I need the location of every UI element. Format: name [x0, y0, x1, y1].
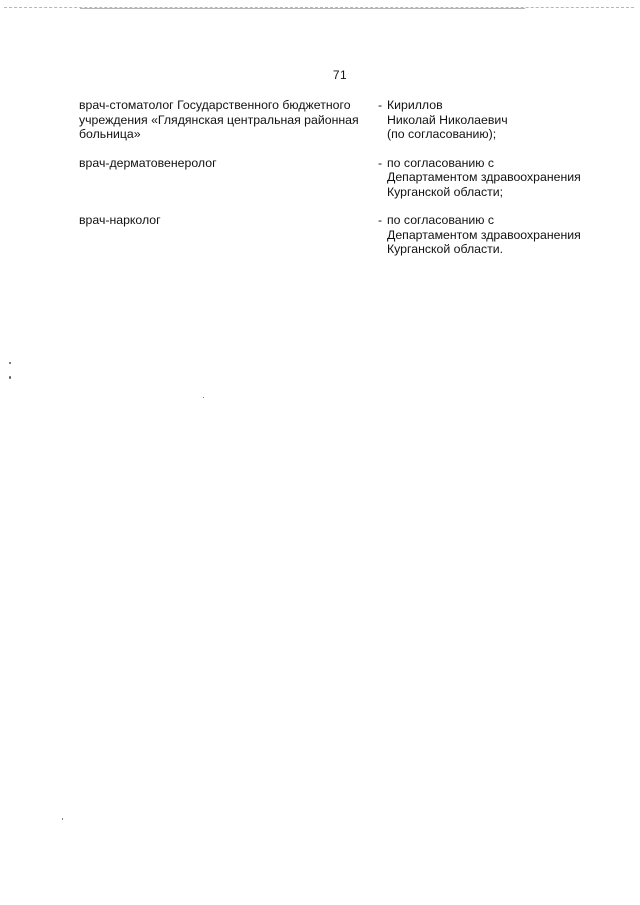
role-line: врач-стоматолог Государственного бюджетного — [79, 98, 351, 112]
list-entry-narcologist — [79, 213, 619, 257]
entry-dash: - — [378, 98, 383, 112]
scan-speck — [9, 376, 11, 379]
scan-speck — [9, 362, 11, 364]
role-line: учреждения «Глядянская центральная районная — [79, 112, 359, 127]
assignee-line: Кириллов — [387, 98, 443, 112]
assignee-line: по согласованию с — [387, 155, 495, 170]
entry-assignee — [387, 98, 619, 142]
entry-dash: - — [378, 155, 383, 170]
assignee-line: Курганской области; — [387, 184, 504, 199]
scan-speck — [62, 818, 63, 820]
role-line: больница» — [79, 127, 141, 141]
scan-speck — [203, 397, 204, 398]
entry-assignee — [387, 156, 619, 200]
list-entry-dentist — [79, 98, 619, 142]
appointment-list — [79, 98, 619, 271]
entry-dash: - — [378, 213, 383, 227]
role-line: врач-дерматовенеролог — [79, 155, 217, 170]
scan-top-line — [80, 8, 525, 9]
assignee-line: по согласованию с — [387, 213, 495, 227]
entry-role — [79, 156, 378, 200]
list-entry-dermatovenereologist — [79, 156, 619, 200]
entry-role — [79, 213, 378, 257]
assignee-line: Николай Николаевич — [387, 112, 508, 127]
assignee-line: Курганской области. — [387, 242, 504, 256]
entry-role — [79, 98, 378, 142]
entry-assignee — [387, 213, 619, 257]
role-line: врач-нарколог — [79, 213, 161, 227]
assignee-line: Департаментом здравоохранения — [387, 227, 581, 242]
assignee-line: (по согласованию); — [387, 127, 497, 141]
assignee-line: Департаментом здравоохранения — [387, 170, 581, 184]
page-number: 71 — [332, 68, 348, 82]
